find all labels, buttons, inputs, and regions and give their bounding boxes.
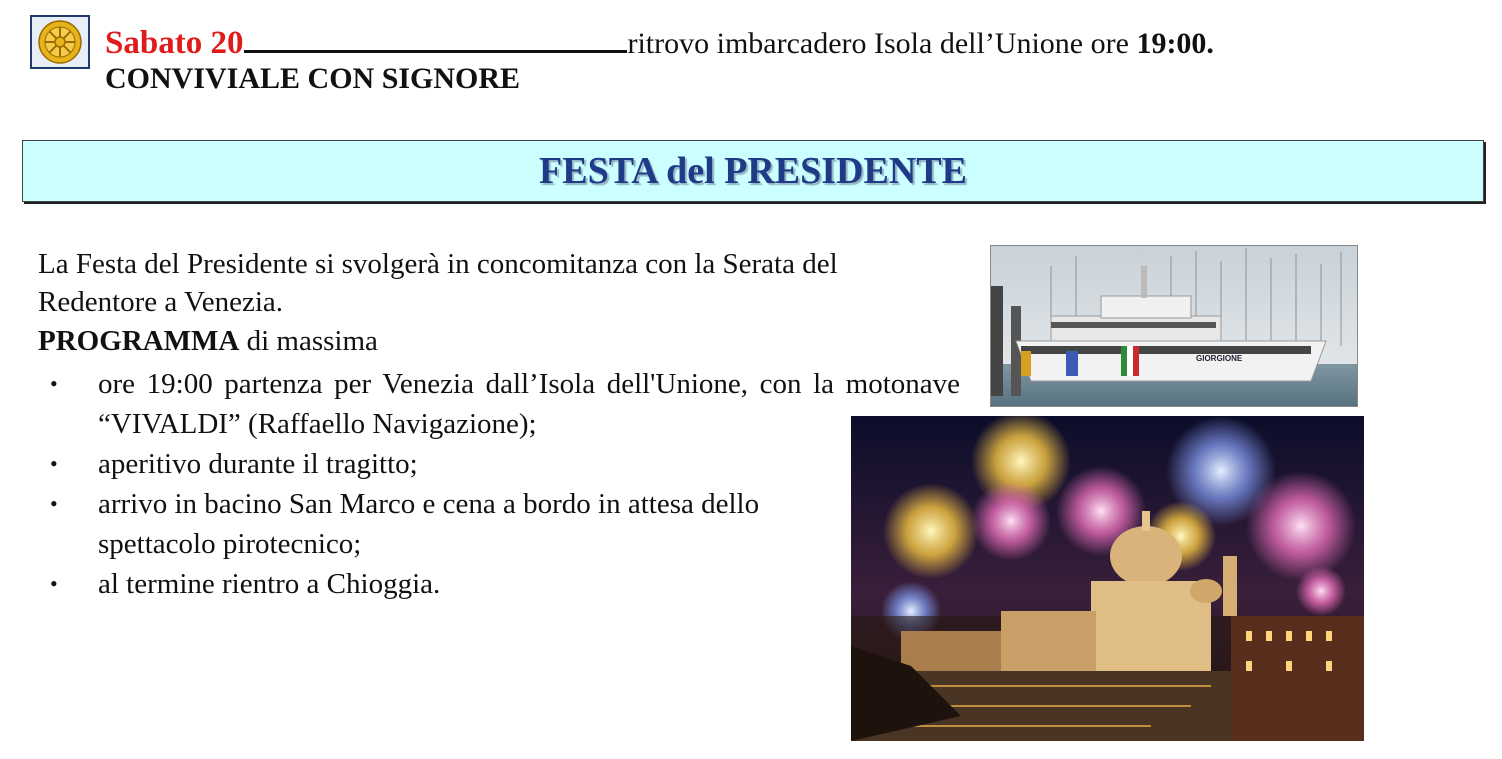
intro-paragraph: La Festa del Presidente si svolgerà in concomitanza con la Serata del Redentore a Venezia. bbox=[38, 248, 838, 318]
list-item bbox=[38, 364, 960, 444]
page-title: FESTA del PRESIDENTE bbox=[539, 150, 967, 192]
bullet-icon: • bbox=[50, 451, 58, 476]
fireworks-photo bbox=[851, 416, 1364, 741]
list-item-text: al termine rientro a Chioggia. bbox=[98, 568, 441, 600]
bullet-icon: • bbox=[50, 371, 58, 396]
boat-photo bbox=[990, 245, 1358, 407]
event-date-line bbox=[105, 18, 1214, 62]
program-heading-rest: di massima bbox=[239, 325, 378, 357]
title-banner bbox=[22, 140, 1484, 202]
meeting-time: 19:00. bbox=[1136, 27, 1214, 60]
rotary-wheel-icon bbox=[37, 19, 83, 65]
meeting-place: ritrovo imbarcadero Isola dell’Unione ore bbox=[627, 27, 1137, 60]
bullet-icon: • bbox=[50, 571, 58, 596]
list-item bbox=[38, 444, 960, 484]
list-item-text: ore 19:00 partenza per Venezia dall’Isola dell'Unione, con la motonave “VIVALDI” (Raffaello Navigazione); bbox=[98, 368, 960, 440]
program-heading bbox=[38, 322, 378, 360]
event-subtitle: CONVIVIALE CON SIGNORE bbox=[105, 62, 521, 95]
blank-underline bbox=[244, 18, 627, 53]
rotary-logo-icon bbox=[30, 15, 90, 69]
program-heading-bold: PROGRAMMA bbox=[38, 325, 240, 357]
bullet-icon: • bbox=[50, 491, 58, 516]
boat-name-label: GIORGIONE bbox=[1196, 354, 1243, 363]
list-item bbox=[38, 484, 778, 564]
program-list bbox=[38, 364, 960, 604]
list-item-text: arrivo in bacino San Marco e cena a bordo in attesa dello spettacolo pirotecnico; bbox=[98, 488, 760, 560]
event-day: Sabato 20 bbox=[105, 25, 244, 61]
list-item-text: aperitivo durante il tragitto; bbox=[98, 448, 418, 480]
list-item bbox=[38, 564, 960, 604]
